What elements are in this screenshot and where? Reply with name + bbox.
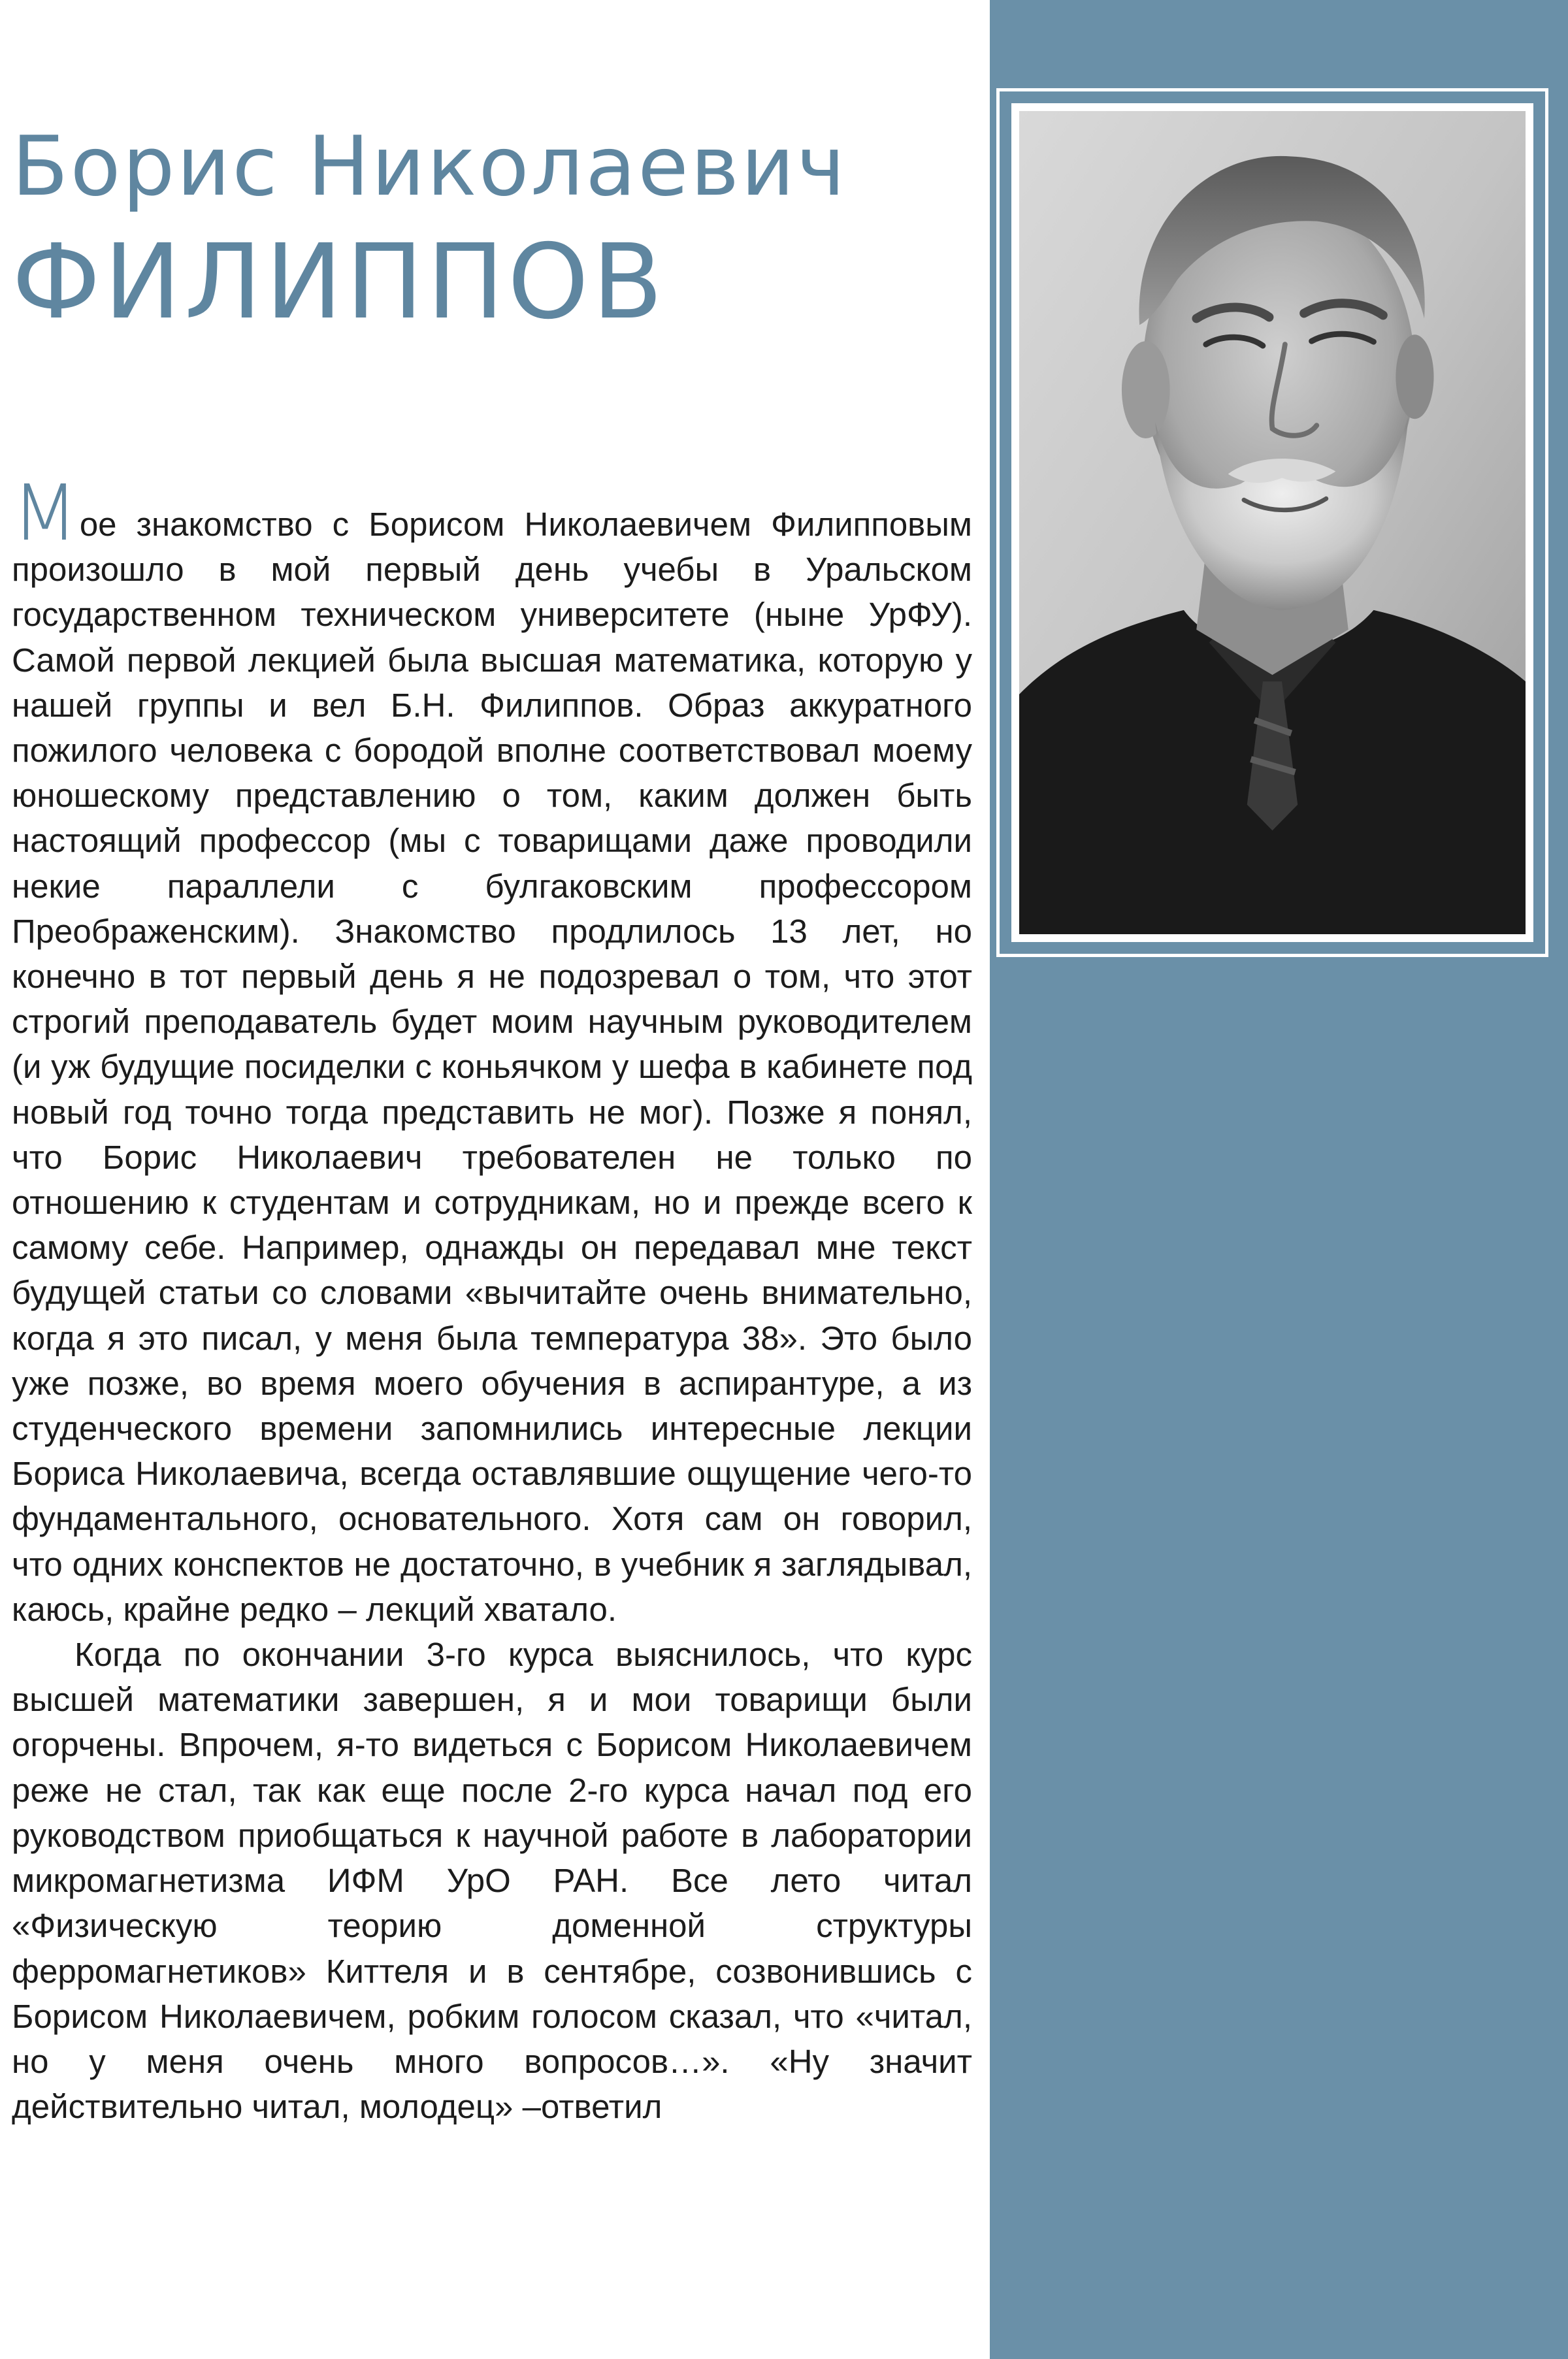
- article-paragraph: [12, 468, 972, 1632]
- article-paragraph: Когда по окончании 3-го курса выяснилось, что курс высшей математики завершен, я и мои товарищи были огорчены. Впрочем, я-то видеться с Борисом Николаевичем реже не стал, так как еще после 2-го курса начал под его руководством приобщаться к научной работе в лаборатории микромагнетизма ИФМ УрО РАН. Все лето читал «Физическую теорию доменной структуры ферромагнетиков» Киттеля и в сентябре, созвонившись с Борисом Николаевичем, робким голосом сказал, что «читал, но у меня очень много вопросов…». «Ну значит действительно читал, молодец» –ответил: [12, 1636, 972, 2126]
- person-last-name: ФИЛИППОВ: [12, 222, 666, 342]
- article-paragraph-text: ое знакомство с Борисом Николаевичем Филипповым произошло в мой первый день учебы в Уральском государственном техническом университете (ныне УрФУ). Самой первой лекцией была высшая математика, которую у нашей группы и вел Б.Н. Филиппов. Образ аккуратного пожилого человека с бородой вполне соответствовал моему юношескому представлению о том, каким должен быть настоящий профессор (мы с товарищами даже проводили некие параллели с булгаковским профессором Преображенским). Знакомство продлилось 13 лет, но конечно в тот первый день я не подозревал о том, что этот строгий преподаватель будет моим научным руководителем (и уж будущие посиделки с коньячком у шефа в кабинете под новый год точно тогда представить не мог). Позже я понял, что Борис Николаевич требователен не только по отношению к студентам и сотрудникам, но и прежде всего к самому себе. Например, однажды он передавал мне текст будущей статьи со словами «вычитайте очень внимательно, когда я это писал, у меня была температура 38». Это было уже позже, во время моего обучения в аспирантуре, а из студенческого времени запомнились интересные лекции Бориса Николаевича, всегда оставлявшие ощущение чего-то фундаментального, основательного. Хотя сам он говорил, что одних конспектов не достаточно, в учебник я заглядывал, каюсь, крайне редко – лекций хватало.: [12, 506, 972, 1628]
- drop-cap: М: [12, 468, 78, 558]
- page-title: [12, 118, 966, 342]
- article-body: [12, 468, 972, 2129]
- photo-frame: [996, 88, 1548, 957]
- portrait-photo-icon: [1019, 111, 1526, 934]
- photo-mat: [1011, 103, 1533, 942]
- person-first-name: Борис Николаевич: [12, 118, 847, 214]
